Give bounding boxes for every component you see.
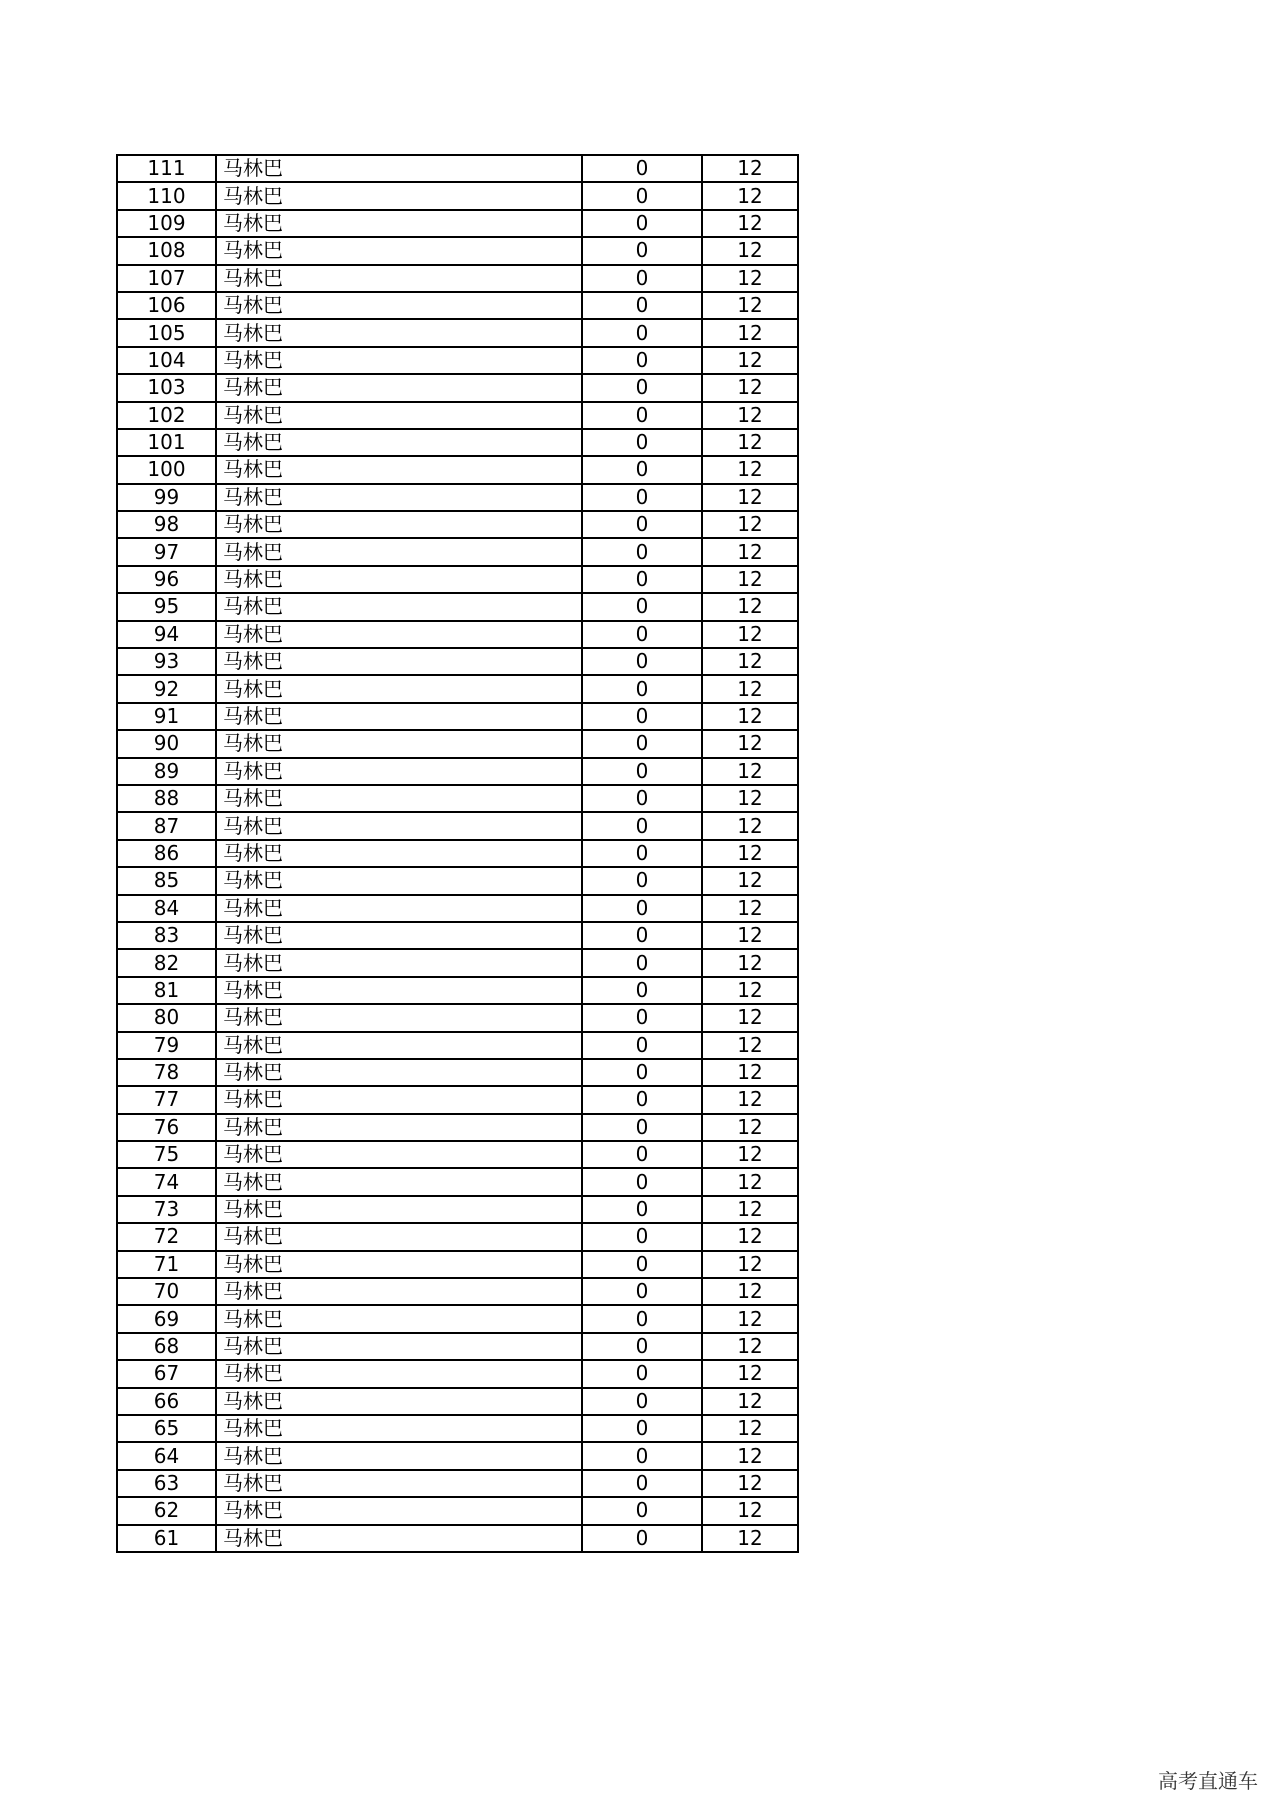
name-cell: 马林巴 — [216, 319, 582, 346]
value-b-cell: 12 — [702, 402, 798, 429]
table-row — [117, 1333, 798, 1360]
value-b-cell: 12 — [702, 347, 798, 374]
table-row — [117, 1360, 798, 1387]
value-a-cell: 0 — [582, 785, 702, 812]
value-b-cell: 12 — [702, 1497, 798, 1524]
table-row — [117, 1278, 798, 1305]
table-row — [117, 566, 798, 593]
table-row — [117, 1415, 798, 1442]
row-number-cell: 92 — [117, 675, 216, 702]
value-b-cell: 12 — [702, 1196, 798, 1223]
row-number-cell: 94 — [117, 621, 216, 648]
table-row — [117, 758, 798, 785]
name-cell: 马林巴 — [216, 210, 582, 237]
table-row — [117, 1196, 798, 1223]
table-row — [117, 1223, 798, 1250]
table-row — [117, 1141, 798, 1168]
value-a-cell: 0 — [582, 758, 702, 785]
value-a-cell: 0 — [582, 1223, 702, 1250]
table-row — [117, 785, 798, 812]
name-cell: 马林巴 — [216, 922, 582, 949]
value-a-cell: 0 — [582, 840, 702, 867]
value-a-cell: 0 — [582, 1086, 702, 1113]
value-b-cell: 12 — [702, 1004, 798, 1031]
value-b-cell: 12 — [702, 292, 798, 319]
table-row — [117, 182, 798, 209]
table-row — [117, 949, 798, 976]
row-number-cell: 103 — [117, 374, 216, 401]
value-a-cell: 0 — [582, 511, 702, 538]
table-row — [117, 1059, 798, 1086]
name-cell: 马林巴 — [216, 1470, 582, 1497]
value-a-cell: 0 — [582, 1333, 702, 1360]
row-number-cell: 110 — [117, 182, 216, 209]
name-cell: 马林巴 — [216, 182, 582, 209]
value-b-cell: 12 — [702, 730, 798, 757]
name-cell: 马林巴 — [216, 1278, 582, 1305]
value-a-cell: 0 — [582, 374, 702, 401]
table-row — [117, 237, 798, 264]
value-a-cell: 0 — [582, 1059, 702, 1086]
table-row — [117, 456, 798, 483]
row-number-cell: 61 — [117, 1525, 216, 1552]
row-number-cell: 99 — [117, 484, 216, 511]
row-number-cell: 77 — [117, 1086, 216, 1113]
name-cell: 马林巴 — [216, 1059, 582, 1086]
value-b-cell: 12 — [702, 867, 798, 894]
table-row — [117, 1525, 798, 1552]
name-cell: 马林巴 — [216, 1415, 582, 1442]
table-row — [117, 319, 798, 346]
table-row — [117, 1388, 798, 1415]
name-cell: 马林巴 — [216, 593, 582, 620]
row-number-cell: 109 — [117, 210, 216, 237]
name-cell: 马林巴 — [216, 292, 582, 319]
table-row — [117, 621, 798, 648]
value-a-cell: 0 — [582, 1497, 702, 1524]
value-a-cell: 0 — [582, 949, 702, 976]
value-b-cell: 12 — [702, 1305, 798, 1332]
table-row — [117, 429, 798, 456]
row-number-cell: 104 — [117, 347, 216, 374]
name-cell: 马林巴 — [216, 265, 582, 292]
value-b-cell: 12 — [702, 265, 798, 292]
row-number-cell: 90 — [117, 730, 216, 757]
name-cell: 马林巴 — [216, 730, 582, 757]
value-a-cell: 0 — [582, 347, 702, 374]
table-row — [117, 484, 798, 511]
row-number-cell: 62 — [117, 1497, 216, 1524]
value-a-cell: 0 — [582, 566, 702, 593]
value-a-cell: 0 — [582, 456, 702, 483]
row-number-cell: 98 — [117, 511, 216, 538]
row-number-cell: 96 — [117, 566, 216, 593]
name-cell: 马林巴 — [216, 1305, 582, 1332]
value-b-cell: 12 — [702, 785, 798, 812]
row-number-cell: 82 — [117, 949, 216, 976]
table-row — [117, 538, 798, 565]
value-b-cell: 12 — [702, 511, 798, 538]
row-number-cell: 71 — [117, 1251, 216, 1278]
value-b-cell: 12 — [702, 1442, 798, 1469]
value-b-cell: 12 — [702, 1059, 798, 1086]
row-number-cell: 107 — [117, 265, 216, 292]
value-a-cell: 0 — [582, 1470, 702, 1497]
row-number-cell: 63 — [117, 1470, 216, 1497]
name-cell: 马林巴 — [216, 1497, 582, 1524]
value-a-cell: 0 — [582, 484, 702, 511]
name-cell: 马林巴 — [216, 949, 582, 976]
value-b-cell: 12 — [702, 210, 798, 237]
watermark: 高考直通车 — [1158, 1769, 1258, 1793]
value-b-cell: 12 — [702, 1114, 798, 1141]
table-row — [117, 347, 798, 374]
value-a-cell: 0 — [582, 265, 702, 292]
name-cell: 马林巴 — [216, 1168, 582, 1195]
name-cell: 马林巴 — [216, 1360, 582, 1387]
value-b-cell: 12 — [702, 1168, 798, 1195]
value-b-cell: 12 — [702, 1086, 798, 1113]
table-row — [117, 1497, 798, 1524]
table-row — [117, 1114, 798, 1141]
row-number-cell: 81 — [117, 977, 216, 1004]
table-row — [117, 703, 798, 730]
value-b-cell: 12 — [702, 648, 798, 675]
name-cell: 马林巴 — [216, 1442, 582, 1469]
name-cell: 马林巴 — [216, 1086, 582, 1113]
row-number-cell: 101 — [117, 429, 216, 456]
name-cell: 马林巴 — [216, 648, 582, 675]
name-cell: 马林巴 — [216, 538, 582, 565]
name-cell: 马林巴 — [216, 1141, 582, 1168]
name-cell: 马林巴 — [216, 1525, 582, 1552]
value-a-cell: 0 — [582, 1525, 702, 1552]
value-a-cell: 0 — [582, 319, 702, 346]
value-b-cell: 12 — [702, 1141, 798, 1168]
value-b-cell: 12 — [702, 593, 798, 620]
table-row — [117, 1442, 798, 1469]
value-a-cell: 0 — [582, 1278, 702, 1305]
row-number-cell: 97 — [117, 538, 216, 565]
name-cell: 马林巴 — [216, 1333, 582, 1360]
value-b-cell: 12 — [702, 621, 798, 648]
name-cell: 马林巴 — [216, 1004, 582, 1031]
row-number-cell: 108 — [117, 237, 216, 264]
value-b-cell: 12 — [702, 182, 798, 209]
value-b-cell: 12 — [702, 1032, 798, 1059]
value-a-cell: 0 — [582, 977, 702, 1004]
table-row — [117, 895, 798, 922]
value-a-cell: 0 — [582, 1168, 702, 1195]
value-b-cell: 12 — [702, 1415, 798, 1442]
value-b-cell: 12 — [702, 374, 798, 401]
name-cell: 马林巴 — [216, 566, 582, 593]
value-a-cell: 0 — [582, 402, 702, 429]
row-number-cell: 86 — [117, 840, 216, 867]
table-row — [117, 402, 798, 429]
value-b-cell: 12 — [702, 949, 798, 976]
value-a-cell: 0 — [582, 182, 702, 209]
value-a-cell: 0 — [582, 812, 702, 839]
value-a-cell: 0 — [582, 895, 702, 922]
table-row — [117, 1470, 798, 1497]
name-cell: 马林巴 — [216, 895, 582, 922]
table-row — [117, 265, 798, 292]
value-b-cell: 12 — [702, 1251, 798, 1278]
table-row — [117, 812, 798, 839]
row-number-cell: 72 — [117, 1223, 216, 1250]
value-a-cell: 0 — [582, 1004, 702, 1031]
value-b-cell: 12 — [702, 1525, 798, 1552]
value-b-cell: 12 — [702, 703, 798, 730]
name-cell: 马林巴 — [216, 1388, 582, 1415]
value-a-cell: 0 — [582, 1360, 702, 1387]
value-b-cell: 12 — [702, 922, 798, 949]
data-table — [116, 154, 799, 1553]
value-a-cell: 0 — [582, 593, 702, 620]
row-number-cell: 88 — [117, 785, 216, 812]
value-a-cell: 0 — [582, 1442, 702, 1469]
row-number-cell: 79 — [117, 1032, 216, 1059]
row-number-cell: 91 — [117, 703, 216, 730]
name-cell: 马林巴 — [216, 840, 582, 867]
row-number-cell: 106 — [117, 292, 216, 319]
table-row — [117, 1305, 798, 1332]
row-number-cell: 111 — [117, 155, 216, 182]
row-number-cell: 100 — [117, 456, 216, 483]
value-a-cell: 0 — [582, 1415, 702, 1442]
name-cell: 马林巴 — [216, 402, 582, 429]
name-cell: 马林巴 — [216, 1223, 582, 1250]
name-cell: 马林巴 — [216, 1251, 582, 1278]
row-number-cell: 84 — [117, 895, 216, 922]
value-b-cell: 12 — [702, 538, 798, 565]
table-row — [117, 593, 798, 620]
table-row — [117, 1086, 798, 1113]
row-number-cell: 73 — [117, 1196, 216, 1223]
table-row — [117, 511, 798, 538]
value-b-cell: 12 — [702, 566, 798, 593]
row-number-cell: 67 — [117, 1360, 216, 1387]
row-number-cell: 74 — [117, 1168, 216, 1195]
row-number-cell: 105 — [117, 319, 216, 346]
table-row — [117, 977, 798, 1004]
name-cell: 马林巴 — [216, 1196, 582, 1223]
name-cell: 马林巴 — [216, 374, 582, 401]
table-row — [117, 1251, 798, 1278]
name-cell: 马林巴 — [216, 155, 582, 182]
value-b-cell: 12 — [702, 456, 798, 483]
name-cell: 马林巴 — [216, 1032, 582, 1059]
table-row — [117, 922, 798, 949]
row-number-cell: 64 — [117, 1442, 216, 1469]
value-b-cell: 12 — [702, 1360, 798, 1387]
row-number-cell: 83 — [117, 922, 216, 949]
name-cell: 马林巴 — [216, 758, 582, 785]
name-cell: 马林巴 — [216, 1114, 582, 1141]
row-number-cell: 75 — [117, 1141, 216, 1168]
value-b-cell: 12 — [702, 237, 798, 264]
row-number-cell: 69 — [117, 1305, 216, 1332]
row-number-cell: 66 — [117, 1388, 216, 1415]
table-row — [117, 730, 798, 757]
name-cell: 马林巴 — [216, 237, 582, 264]
value-a-cell: 0 — [582, 292, 702, 319]
value-b-cell: 12 — [702, 429, 798, 456]
name-cell: 马林巴 — [216, 977, 582, 1004]
value-b-cell: 12 — [702, 319, 798, 346]
value-b-cell: 12 — [702, 1223, 798, 1250]
table-row — [117, 867, 798, 894]
row-number-cell: 95 — [117, 593, 216, 620]
table-body — [117, 155, 798, 1552]
name-cell: 马林巴 — [216, 621, 582, 648]
value-a-cell: 0 — [582, 1114, 702, 1141]
value-a-cell: 0 — [582, 1032, 702, 1059]
value-b-cell: 12 — [702, 1333, 798, 1360]
value-b-cell: 12 — [702, 977, 798, 1004]
value-a-cell: 0 — [582, 867, 702, 894]
row-number-cell: 68 — [117, 1333, 216, 1360]
value-b-cell: 12 — [702, 840, 798, 867]
table-row — [117, 1168, 798, 1195]
value-a-cell: 0 — [582, 237, 702, 264]
value-a-cell: 0 — [582, 648, 702, 675]
row-number-cell: 78 — [117, 1059, 216, 1086]
table-row — [117, 292, 798, 319]
value-a-cell: 0 — [582, 1196, 702, 1223]
name-cell: 马林巴 — [216, 484, 582, 511]
value-b-cell: 12 — [702, 484, 798, 511]
row-number-cell: 102 — [117, 402, 216, 429]
value-a-cell: 0 — [582, 538, 702, 565]
table-row — [117, 675, 798, 702]
table-row — [117, 374, 798, 401]
name-cell: 马林巴 — [216, 867, 582, 894]
value-b-cell: 12 — [702, 155, 798, 182]
table-row — [117, 1032, 798, 1059]
value-a-cell: 0 — [582, 1251, 702, 1278]
name-cell: 马林巴 — [216, 812, 582, 839]
value-a-cell: 0 — [582, 1388, 702, 1415]
name-cell: 马林巴 — [216, 429, 582, 456]
name-cell: 马林巴 — [216, 456, 582, 483]
row-number-cell: 93 — [117, 648, 216, 675]
table-row — [117, 210, 798, 237]
value-b-cell: 12 — [702, 675, 798, 702]
row-number-cell: 76 — [117, 1114, 216, 1141]
value-b-cell: 12 — [702, 1388, 798, 1415]
value-a-cell: 0 — [582, 1141, 702, 1168]
table-row — [117, 840, 798, 867]
value-a-cell: 0 — [582, 675, 702, 702]
name-cell: 马林巴 — [216, 347, 582, 374]
row-number-cell: 89 — [117, 758, 216, 785]
value-b-cell: 12 — [702, 1470, 798, 1497]
value-b-cell: 12 — [702, 812, 798, 839]
name-cell: 马林巴 — [216, 703, 582, 730]
name-cell: 马林巴 — [216, 511, 582, 538]
value-a-cell: 0 — [582, 429, 702, 456]
row-number-cell: 85 — [117, 867, 216, 894]
row-number-cell: 65 — [117, 1415, 216, 1442]
name-cell: 马林巴 — [216, 675, 582, 702]
value-b-cell: 12 — [702, 895, 798, 922]
value-a-cell: 0 — [582, 703, 702, 730]
value-a-cell: 0 — [582, 155, 702, 182]
value-a-cell: 0 — [582, 922, 702, 949]
value-b-cell: 12 — [702, 758, 798, 785]
name-cell: 马林巴 — [216, 785, 582, 812]
row-number-cell: 87 — [117, 812, 216, 839]
value-a-cell: 0 — [582, 210, 702, 237]
table-row — [117, 648, 798, 675]
table-row — [117, 1004, 798, 1031]
row-number-cell: 80 — [117, 1004, 216, 1031]
value-b-cell: 12 — [702, 1278, 798, 1305]
value-a-cell: 0 — [582, 621, 702, 648]
value-a-cell: 0 — [582, 1305, 702, 1332]
value-a-cell: 0 — [582, 730, 702, 757]
table-row — [117, 155, 798, 182]
row-number-cell: 70 — [117, 1278, 216, 1305]
